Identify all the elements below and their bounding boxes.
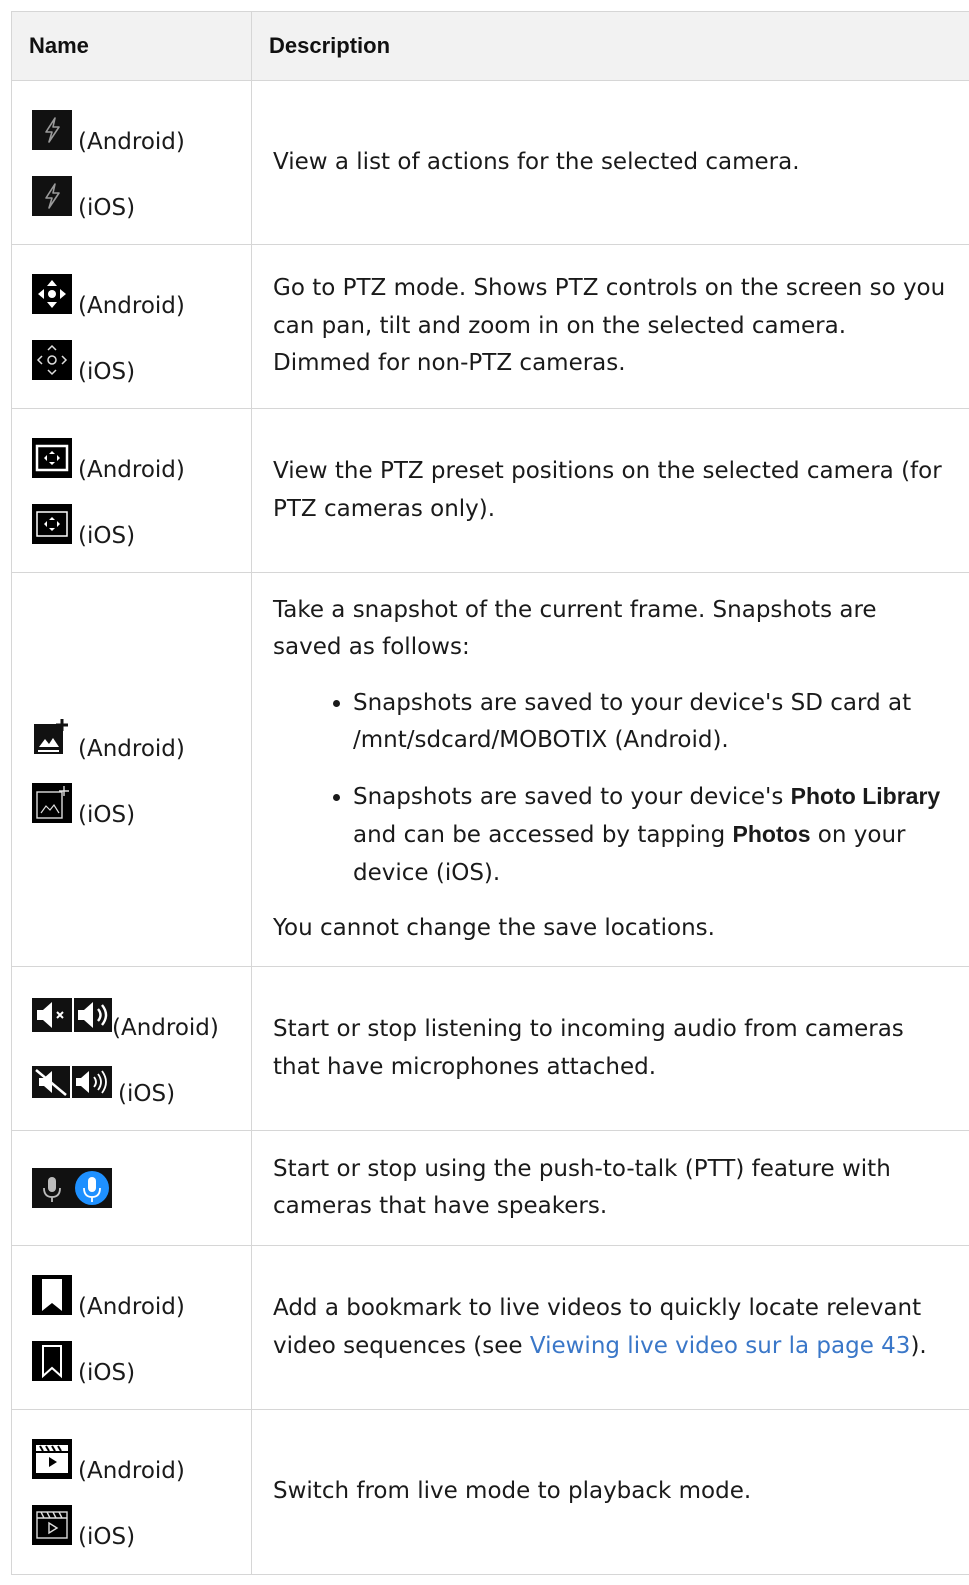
platform-label: (Android) bbox=[78, 735, 185, 762]
description-cell bbox=[252, 1131, 969, 1246]
bookmark-icon[interactable] bbox=[32, 1341, 72, 1381]
description-text-end: ). bbox=[910, 1332, 927, 1359]
table-row bbox=[12, 967, 969, 1131]
description-text: Start or stop listening to incoming audio from cameras that have microphones attached. bbox=[273, 1016, 904, 1080]
list-item-text: on your device (iOS). bbox=[353, 822, 906, 886]
table-row bbox=[12, 1131, 969, 1246]
platform-label: (iOS) bbox=[78, 1359, 136, 1386]
page-reference-link[interactable]: Viewing live video sur la page 43 bbox=[529, 1332, 911, 1359]
ptz-move-icon[interactable] bbox=[32, 274, 72, 314]
photos-term: Photos bbox=[732, 821, 811, 847]
description-cell bbox=[252, 573, 969, 967]
playback-clapper-icon[interactable] bbox=[32, 1505, 72, 1545]
platform-label: (Android) bbox=[78, 456, 185, 483]
microphone-icon[interactable] bbox=[32, 1168, 112, 1208]
speaker-mute-unmute-icon[interactable] bbox=[32, 996, 112, 1036]
description-text: View a list of actions for the selected camera. bbox=[273, 148, 800, 175]
description-cell bbox=[252, 81, 969, 245]
platform-label: (Android) bbox=[78, 1293, 185, 1320]
table-row bbox=[12, 1410, 969, 1575]
platform-label: (Android) bbox=[112, 1014, 219, 1041]
list-item: • Snapshots are saved to your device's SD card at /mnt/sdcard/MOBOTIX (Android). bbox=[353, 685, 947, 760]
header-row bbox=[12, 12, 969, 81]
table-row bbox=[12, 573, 969, 967]
playback-clapper-icon[interactable] bbox=[32, 1439, 72, 1479]
bookmark-icon[interactable] bbox=[32, 1275, 72, 1315]
name-cell bbox=[12, 1246, 252, 1410]
platform-label: (Android) bbox=[78, 1458, 185, 1484]
name-cell bbox=[12, 1131, 252, 1246]
list-item bbox=[353, 778, 947, 893]
lightning-icon[interactable] bbox=[32, 176, 72, 216]
platform-label: (iOS) bbox=[78, 194, 136, 221]
platform-label: (iOS) bbox=[78, 358, 136, 385]
description-cell bbox=[252, 409, 969, 573]
platform-label: (Android) bbox=[78, 292, 185, 319]
description-text: Go to PTZ mode. Shows PTZ controls on the screen so you can pan, tilt and zoom in on the selected camera. Dimmed for non-PTZ cameras. bbox=[273, 275, 946, 377]
description-outro: You cannot change the save locations. bbox=[273, 915, 715, 941]
icon-table bbox=[11, 11, 969, 1575]
snapshot-icon[interactable] bbox=[32, 717, 72, 757]
name-cell bbox=[12, 967, 252, 1131]
platform-label: (iOS) bbox=[78, 801, 136, 828]
platform-label: (iOS) bbox=[78, 1524, 136, 1550]
description-list bbox=[273, 685, 947, 893]
description-cell bbox=[252, 1246, 969, 1410]
description-text: Start or stop using the push-to-talk (PTT) feature with cameras that have speakers. bbox=[273, 1155, 891, 1219]
description-text: View the PTZ preset positions on the selected camera (for PTZ cameras only). bbox=[273, 458, 942, 522]
ptz-move-icon[interactable] bbox=[32, 340, 72, 380]
list-item-text: and can be accessed by tapping bbox=[353, 822, 733, 848]
header-description: Description bbox=[252, 12, 969, 81]
photo-library-term: Photo Library bbox=[790, 782, 941, 809]
lightning-icon[interactable] bbox=[32, 110, 72, 150]
platform-label: (iOS) bbox=[118, 1080, 176, 1107]
name-cell bbox=[12, 81, 252, 245]
header-name: Name bbox=[12, 12, 252, 81]
table-row bbox=[12, 409, 969, 573]
description-intro: Take a snapshot of the current frame. Snapshots are saved as follows: bbox=[273, 596, 877, 660]
description-text bbox=[273, 1290, 947, 1365]
name-cell bbox=[12, 1410, 252, 1575]
name-cell bbox=[12, 409, 252, 573]
description-text-start: Add a bookmark to live videos to quickly locate relevant video sequences (see bbox=[273, 1295, 922, 1359]
snapshot-icon[interactable] bbox=[32, 783, 72, 823]
description-text: Switch from live mode to playback mode. bbox=[273, 1478, 752, 1505]
description-cell bbox=[252, 245, 969, 409]
platform-label: (iOS) bbox=[78, 522, 136, 549]
table-row bbox=[12, 245, 969, 409]
table-row bbox=[12, 1246, 969, 1410]
platform-label: (Android) bbox=[78, 128, 185, 155]
table-row bbox=[12, 81, 969, 245]
list-item-text: Snapshots are saved to your device's bbox=[353, 783, 791, 810]
preset-positions-icon[interactable] bbox=[32, 438, 72, 478]
speaker-mute-unmute-icon[interactable] bbox=[32, 1062, 112, 1102]
name-cell bbox=[12, 245, 252, 409]
preset-positions-icon[interactable] bbox=[32, 504, 72, 544]
description-cell bbox=[252, 967, 969, 1131]
description-cell bbox=[252, 1410, 969, 1575]
name-cell bbox=[12, 573, 252, 967]
